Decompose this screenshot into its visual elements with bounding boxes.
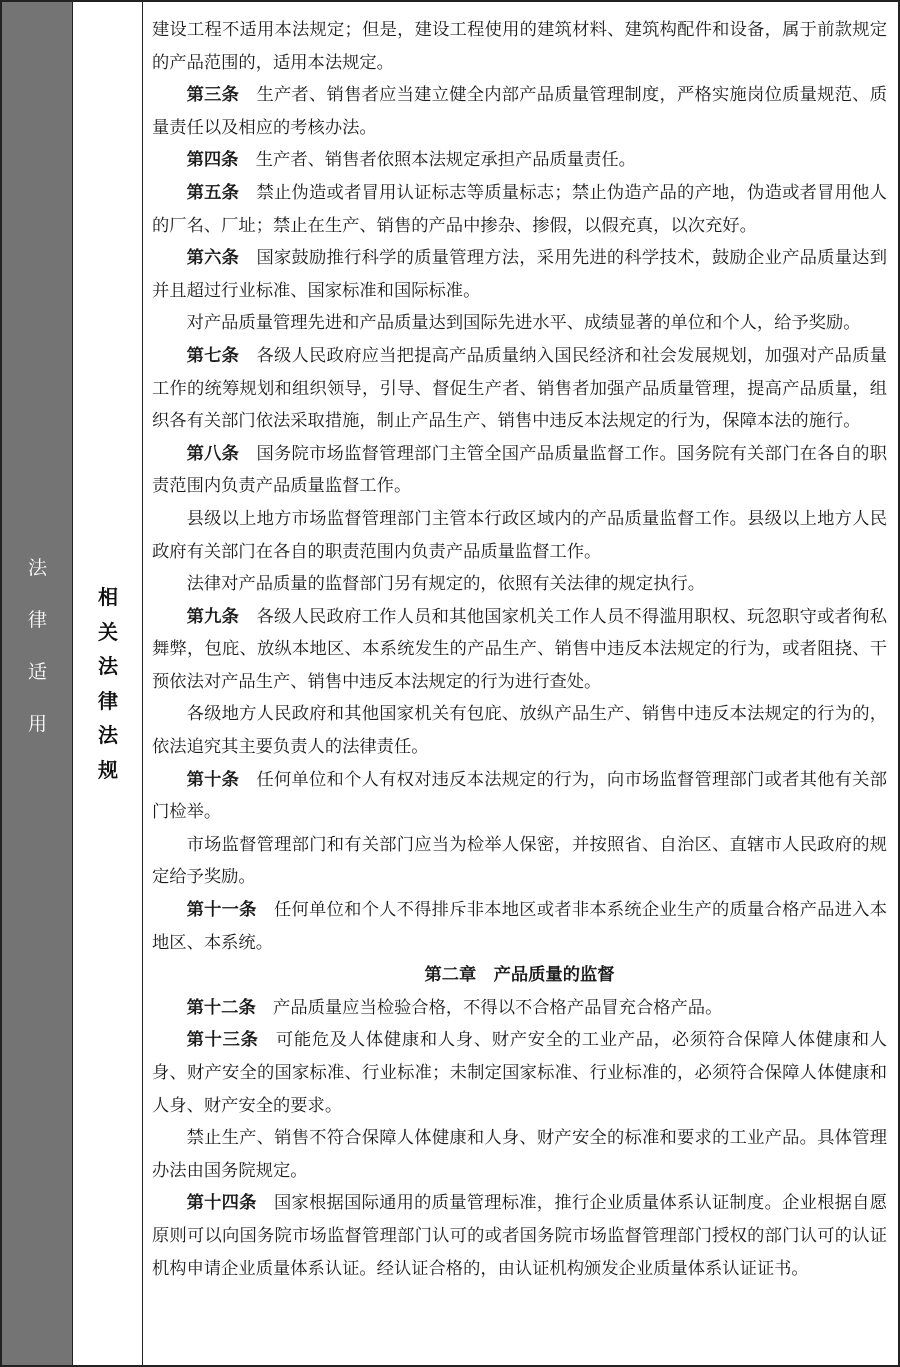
paragraph-text: 生产者、销售者依照本法规定承担产品质量责任。 [255,150,636,171]
article-number: 第六条 [186,248,240,269]
law-text-body [152,14,887,1285]
chapter-heading: 第二章 产品质量的监督 [424,965,615,986]
paragraph [152,14,887,79]
article-paragraph [152,1187,887,1285]
paragraph [152,568,887,601]
paragraph-text: 对产品质量管理先进和产品质量达到国际先进水平、成绩显著的单位和个人，给予奖励。 [186,313,861,334]
article-number: 第十四条 [186,1193,257,1214]
article-paragraph [152,894,887,959]
paragraph-text: 可能危及人体健康和人身、财产安全的工业产品，必须符合保障人体健康和人身、财产安全的国家标准、行业标准；未制定国家标准、行业标准的，必须符合保障人体健康和人身、财产安全的要求。 [152,1030,887,1116]
article-paragraph [152,992,887,1025]
article-number: 第五条 [186,182,240,203]
article-number: 第七条 [186,345,240,366]
article-number: 第四条 [186,150,239,171]
article-number: 第八条 [186,443,240,464]
paragraph-text: 任何单位和个人不得排斥非本地区或者非本系统企业生产的质量合格产品进入本地区、本系统。 [152,900,887,953]
article-paragraph [152,601,887,699]
paragraph [152,307,887,340]
article-paragraph [152,177,887,242]
subcategory-label-char: 关 [98,619,118,644]
article-number: 第十三条 [186,1030,259,1051]
subcategory-label-char: 规 [98,757,118,782]
category-label-char: 法 [27,557,47,579]
article-paragraph [152,438,887,503]
paragraph-text: 任何单位和个人有权对违反本法规定的行为，向市场监督管理部门或者其他有关部门检举。 [152,769,887,823]
paragraph-text: 市场监督管理部门和有关部门应当为检举人保密，并按照省、自治区、直辖市人民政府的规定给予奖励。 [152,834,887,888]
paragraph [152,698,887,763]
paragraph-text: 国务院市场监督管理部门主管全国产品质量监督工作。国务院有关部门在各自的职责范围内负责产品质量监督工作。 [152,443,887,497]
paragraph-text: 各级人民政府应当把提高产品质量纳入国民经济和社会发展规划，加强对产品质量工作的统筹规划和组织领导，引导、督促生产者、销售者加强产品质量管理，提高产品质量，组织各有关部门依法采取措施，制止产品生产、销售中违反本法规定的行为，保障本法的施行。 [152,345,887,432]
subcategory-column [73,2,143,1365]
subcategory-label-char: 法 [98,654,118,678]
subcategory-label-char: 法 [98,723,118,747]
paragraph-text: 禁止生产、销售不符合保障人体健康和人身、财产安全的标准和要求的工业产品。具体管理办法由国务院规定。 [152,1128,887,1181]
article-paragraph [152,144,887,177]
article-paragraph [152,340,887,438]
category-column [2,2,73,1365]
article-number: 第十条 [186,769,240,790]
paragraph-text: 产品质量应当检验合格，不得以不合格产品冒充合格产品。 [273,997,723,1018]
paragraph [152,829,887,894]
category-label-char: 用 [27,713,47,735]
paragraph-text: 国家根据国际通用的质量管理标准，推行企业质量体系认证制度。企业根据自愿原则可以向国务院市场监督管理部门认可的或者国务院市场监督管理部门授权的部门认可的认证机构申请企业质量体系认证。经认证合格的，由认证机构颁发企业质量体系认证证书。 [152,1193,887,1279]
paragraph-text: 建设工程不适用本法规定；但是，建设工程使用的建筑材料、建筑构配件和设备，属于前款规定的产品范围的，适用本法规定。 [152,20,887,73]
paragraph [152,1122,887,1187]
paragraph-text: 各级人民政府工作人员和其他国家机关工作人员不得滥用职权、玩忽职守或者徇私舞弊，包庇、放纵本地区、本系统发生的产品生产、销售中违反本法规定的行为，或者阻挠、干预依法对产品生产、销售中违反本法规定的行为进行查处。 [152,606,887,692]
article-paragraph [152,79,887,144]
subcategory-label-char: 律 [98,688,118,713]
paragraph-text: 国家鼓励推行科学的质量管理方法，采用先进的科学技术，鼓励企业产品质量达到并且超过行业标准、国家标准和国际标准。 [152,248,887,301]
category-label-char: 适 [27,661,47,683]
article-paragraph [152,764,887,829]
paragraph-text: 法律对产品质量的监督部门另有规定的，依照有关法律的规定执行。 [186,574,706,595]
paragraph [152,503,887,568]
category-label [2,542,73,750]
article-paragraph [152,242,887,307]
article-paragraph [152,1024,887,1122]
subcategory-label-char: 相 [98,585,118,609]
article-number: 第三条 [186,85,240,106]
article-number: 第十二条 [186,997,256,1018]
category-label-char: 律 [27,609,47,631]
paragraph-text: 生产者、销售者应当建立健全内部产品质量管理制度，严格实施岗位质量规范、质量责任以及相应的考核办法。 [152,85,887,138]
article-number: 第九条 [186,606,240,627]
paragraph-text: 各级地方人民政府和其他国家机关有包庇、放纵产品生产、销售中违反本法规定的行为的，依法追究其主要负责人的法律责任。 [152,704,887,758]
paragraph-text: 县级以上地方市场监督管理部门主管本行政区域内的产品质量监督工作。县级以上地方人民政府有关部门在各自的职责范围内负责产品质量监督工作。 [152,508,887,562]
article-number: 第十一条 [186,900,257,921]
paragraph-text: 禁止伪造或者冒用认证标志等质量标志；禁止伪造产品的产地，伪造或者冒用他人的厂名、厂址；禁止在生产、销售的产品中掺杂、掺假，以假充真，以次充好。 [152,182,887,236]
subcategory-label [73,580,143,787]
